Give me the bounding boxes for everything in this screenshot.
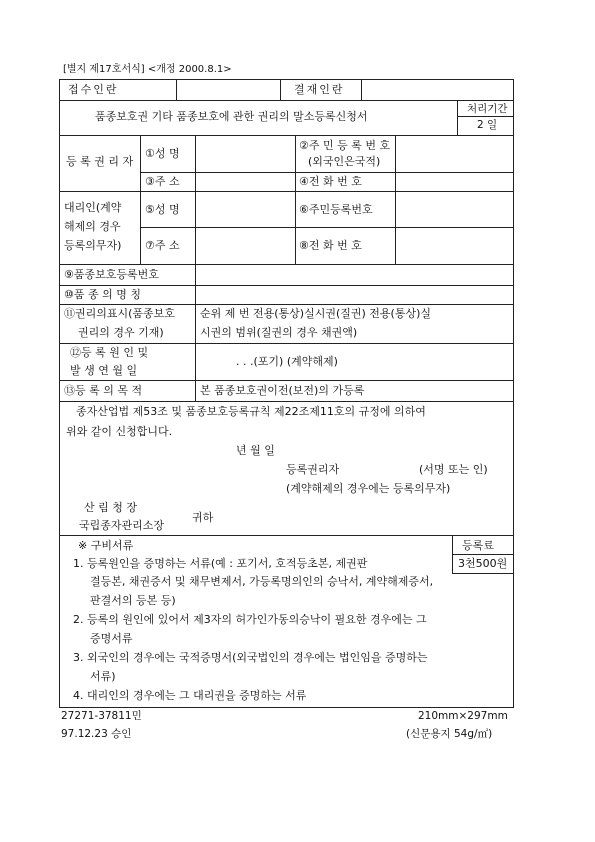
- processing-period-value: 2 일: [477, 119, 498, 131]
- registrant-name-label: ①성 명: [145, 147, 180, 160]
- doc-item-2-line1: 2. 등록의 원인에 있어서 제3자의 허가인가동의승낙이 필요한 경우에는 그: [73, 613, 427, 626]
- right-label-line2: 권리의 경우 기재): [78, 326, 164, 339]
- purpose-label: ⑬등 록 의 목 적: [64, 384, 143, 397]
- agent-label-line3: 등록의무자): [64, 239, 122, 252]
- approval-date: 97.12.23 승인: [61, 728, 132, 740]
- date-line: 년 월 일: [236, 444, 275, 457]
- form-title: 품종보호권 기타 품종보호에 관한 권리의 말소등록신청서: [95, 110, 368, 123]
- right-value-line2: 시권의 범위(질권의 경우 채권액): [200, 326, 358, 339]
- registrant-phone-label: ④전 화 번 호: [299, 175, 362, 188]
- statement-line1: 종자산업법 제53조 및 품종보호등록규칙 제22조제11호의 규정에 의하여: [76, 405, 426, 418]
- form-code: 27271-37811민: [61, 710, 142, 722]
- signer-note: (계약해제의 경우에는 등록의무자): [286, 482, 451, 495]
- variety-name-label: ⑩품 종 의 명 칭: [64, 288, 141, 301]
- approval-label: 결재인란: [294, 83, 345, 96]
- right-value-line1: 순위 제 번 전용(통상)실시권(질권) 전용(통상)실: [200, 307, 432, 320]
- purpose-value: 본 품종보호권이전(보전)의 가등록: [200, 384, 365, 397]
- doc-item-2-line2: 증명서류: [90, 632, 133, 645]
- reg-no-label: ⑨품종보호등록번호: [64, 268, 159, 281]
- agent-address-label: ⑦주 소: [145, 239, 180, 252]
- sign-note: (서명 또는 인): [419, 463, 488, 476]
- cause-label-line2: 발 생 연 월 일: [70, 364, 138, 377]
- paper-size: 210mm×297mm: [418, 710, 508, 722]
- right-label-line1: ⑪권리의표시(품종보호: [64, 307, 175, 320]
- addressee-line1: 산 림 청 장: [84, 501, 137, 514]
- documents-heading: ※ 구비서류: [78, 539, 134, 552]
- registrant-address-label: ③주 소: [145, 175, 180, 188]
- paper-spec: (신문용지 54g/㎡): [406, 728, 493, 740]
- doc-item-1-line3: 판결서의 등본 등): [90, 594, 176, 607]
- doc-item-3-line2: 서류): [90, 670, 116, 683]
- processing-period-label: 처리기간: [467, 103, 508, 115]
- agent-label-line1: 대리인(계약: [64, 201, 122, 214]
- agent-id-label: ⑥주민등록번호: [299, 203, 373, 216]
- signer-label: 등록권리자: [286, 463, 340, 476]
- registrant-id-note: (외국인은국적): [308, 155, 381, 168]
- cause-value: . . .(포기) (계약해제): [236, 355, 338, 368]
- doc-item-3-line1: 3. 외국인의 경우에는 국적증명서(외국법인의 경우에는 법인임을 증명하는: [73, 651, 428, 664]
- registrant-id-label: ②주 민 등 록 번 호: [299, 139, 391, 152]
- receipt-label: 접수인란: [68, 83, 119, 96]
- doc-item-1-line2: 결등본, 채권증서 및 채무변제서, 가등록명의인의 승낙서, 계약해제증서,: [90, 575, 434, 588]
- agent-label-line2: 해제의 경우: [64, 220, 121, 233]
- honorific: 귀하: [192, 511, 214, 524]
- fee-value: 3천500원: [458, 557, 508, 570]
- doc-item-1-line1: 1. 등록원인을 증명하는 서류(예 : 포기서, 호적등초본, 제권판: [73, 557, 368, 570]
- agent-name-label: ⑤성 명: [145, 203, 180, 216]
- cause-label-line1: ⑫등 록 원 인 및: [70, 346, 149, 359]
- fee-label: 등록료: [462, 539, 494, 552]
- agent-phone-label: ⑧전 화 번 호: [299, 239, 362, 252]
- form-reference: [별지 제17호서식] <개정 2000.8.1>: [63, 64, 232, 75]
- registrant-label: 등 록 권 리 자: [66, 155, 134, 168]
- doc-item-4: 4. 대리인의 경우에는 그 대리권을 증명하는 서류: [73, 689, 307, 702]
- addressee-line2: 국립종자관리소장: [79, 519, 165, 532]
- statement-line2: 위와 같이 신청합니다.: [66, 425, 173, 438]
